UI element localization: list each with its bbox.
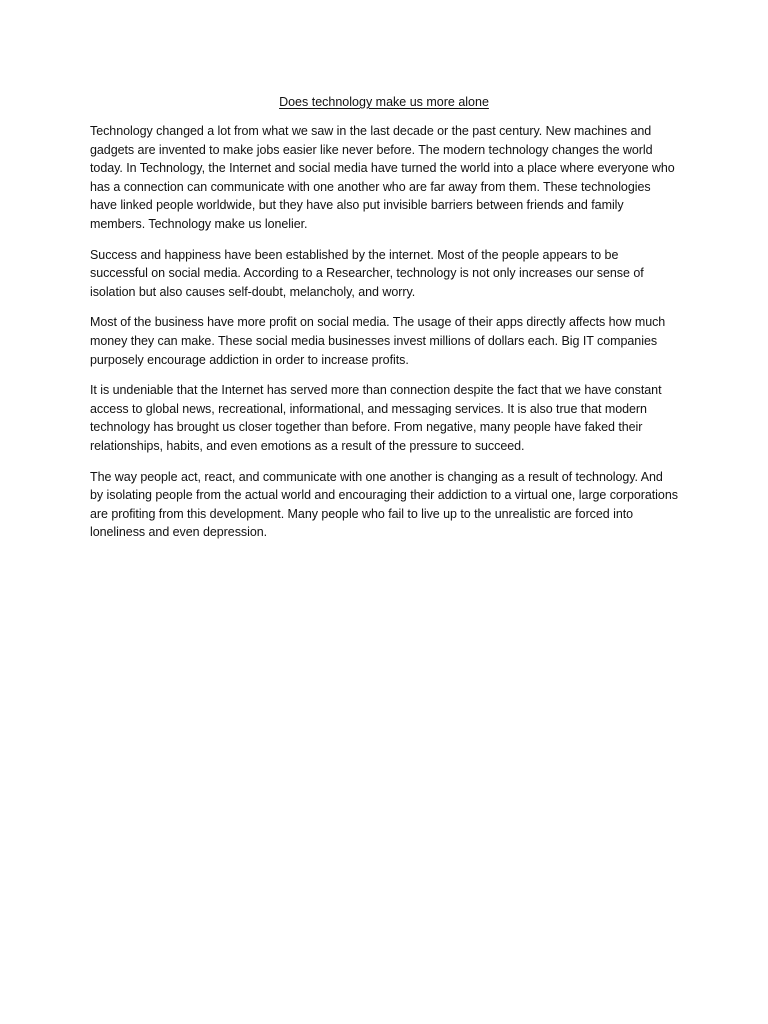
paragraph-3: Most of the business have more profit on social media. The usage of their apps directly affects how much money they can make. These social media businesses invest millions of dollars each. Big IT companies purposely encourage addiction in order to increase profits. bbox=[90, 315, 666, 367]
paragraph-4: It is undeniable that the Internet has served more than connection despite the fact that we have constant access to global news, recreational, informational, and messaging services. It is also true that modern technology has brought us closer together than before. From negative, many people have faked their relationships, habits, and even emotions as a result of the pressure to succeed. bbox=[90, 383, 662, 453]
paragraph-2: Success and happiness have been established by the internet. Most of the people appears to be successful on social media. According to a Researcher, technology is not only increases our sense of isolation but also causes self-doubt, melancholy, and worry. bbox=[90, 247, 644, 299]
paragraph-5: The way people act, react, and communicate with one another is changing as a result of technology. And by isolating people from the actual world and encouraging their addiction to a virtual one, large corporations are profiting from this development. Many people who fail to live up to the unrealistic are forced into loneliness and even depression. bbox=[90, 469, 678, 540]
document-title: Does technology make us more alone bbox=[279, 95, 489, 109]
document-body bbox=[90, 122, 678, 554]
paragraph-1: Technology changed a lot from what we saw in the last decade or the past century. New machines and gadgets are invented to make jobs easier like never before. The modern technology changes the world today. In Technology, the Internet and social media have turned the world into a place where everyone who has a connection can communicate with one another who are far away from them. These technologies have linked people worldwide, but they have also put invisible barriers between friends and family members. Technology make us lonelier. bbox=[90, 124, 675, 231]
